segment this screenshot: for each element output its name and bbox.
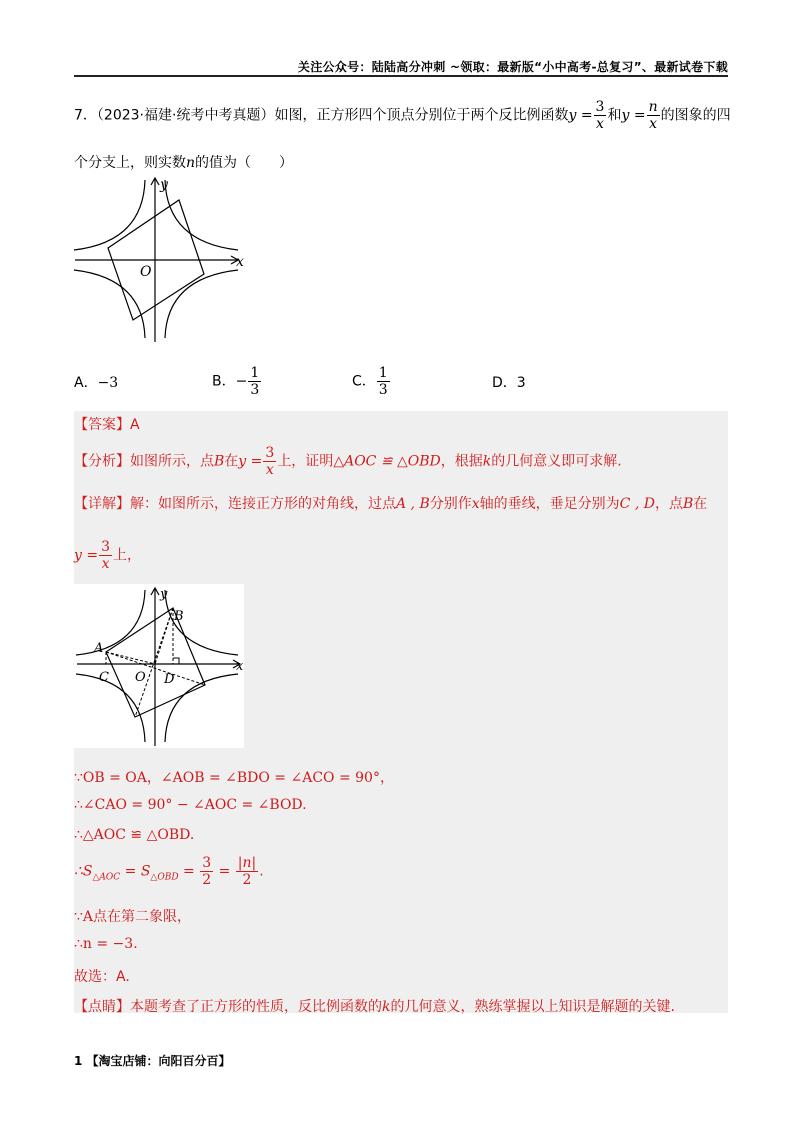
fig2-hyperbola-q2 bbox=[76, 590, 145, 655]
step4-f1-denominator: 2 bbox=[202, 872, 212, 888]
fig2-label-o: O bbox=[135, 670, 146, 685]
detail-text-f: 上， bbox=[113, 547, 142, 564]
option-b[interactable] bbox=[212, 366, 262, 397]
option-a-value: −3 bbox=[97, 375, 119, 391]
analysis-tag: 【分析】 bbox=[74, 453, 130, 470]
fig1-y-label: y bbox=[160, 177, 168, 193]
step-2: ∴∠CAO = 90° − ∠AOC = ∠BOD. bbox=[74, 797, 307, 813]
eq2-fraction bbox=[647, 100, 660, 131]
analysis-k: k bbox=[482, 453, 492, 470]
comment-tag: 【点睛】 bbox=[74, 999, 130, 1015]
analysis-text-c: 上，证明 bbox=[277, 453, 334, 470]
option-d-value: 3 bbox=[516, 375, 526, 391]
segment-oa bbox=[106, 652, 155, 664]
answer-line bbox=[74, 414, 140, 434]
option-c-fraction bbox=[377, 366, 390, 397]
analysis-point-b: B bbox=[214, 453, 225, 470]
step4-f2-denominator: 2 bbox=[242, 872, 252, 888]
analysis-eq-denominator: x bbox=[265, 462, 274, 478]
var-n: n bbox=[186, 155, 196, 171]
fig2-x-label: x bbox=[236, 659, 244, 674]
fig2-label-b: B bbox=[174, 609, 184, 624]
question-number: 7． bbox=[74, 107, 97, 124]
figure-1-graph bbox=[70, 172, 250, 344]
detail-line-2 bbox=[74, 540, 141, 571]
eq1-lhs: y = bbox=[568, 107, 593, 124]
fig1-x-label: x bbox=[236, 254, 244, 270]
question-line-2 bbox=[74, 152, 293, 172]
fig2-y-label: y bbox=[160, 587, 168, 602]
hyperbola-q1 bbox=[165, 180, 238, 250]
comment-line bbox=[74, 996, 675, 1016]
option-b-letter: B． bbox=[212, 373, 236, 390]
step4-end: . bbox=[259, 863, 264, 880]
right-angle-d bbox=[173, 658, 179, 664]
question-text-b: 的图象的四 bbox=[660, 107, 731, 124]
detail-eq-denominator: x bbox=[101, 556, 110, 572]
fig1-origin-label: O bbox=[140, 264, 152, 280]
step4-f1-numerator: 3 bbox=[202, 855, 212, 871]
question-line-1 bbox=[74, 100, 731, 131]
detail-x: x bbox=[471, 496, 480, 512]
hyperbola-q2 bbox=[74, 180, 145, 250]
comment-text-a: 本题考查了正方形的性质，反比例函数的 bbox=[130, 999, 382, 1015]
step-4 bbox=[74, 856, 264, 887]
hyperbola-q3 bbox=[74, 270, 145, 338]
step4-sub2: △OBD bbox=[150, 872, 179, 883]
analysis-congruence: △AOC ≌ △OBD bbox=[333, 453, 441, 470]
option-b-numerator: 1 bbox=[250, 365, 260, 381]
step4-lhs: ∴S bbox=[74, 863, 93, 880]
option-b-fraction bbox=[248, 366, 261, 397]
step4-fraction-1 bbox=[200, 856, 213, 887]
analysis-line bbox=[74, 446, 622, 477]
option-c-letter: C． bbox=[352, 373, 376, 390]
detail-point-b: B bbox=[682, 496, 694, 512]
question-source: （2023·福建·统考中考真题） bbox=[96, 107, 275, 124]
conclusion: 故选：A. bbox=[74, 969, 130, 985]
option-c-numerator: 1 bbox=[378, 365, 388, 381]
analysis-eq-fraction bbox=[263, 446, 276, 477]
step4-eq: = bbox=[178, 863, 200, 880]
comment-k: k bbox=[382, 999, 391, 1015]
eq1-numerator: 3 bbox=[595, 99, 605, 115]
step4-sub1: △AOC bbox=[92, 872, 121, 883]
detail-text-b: 分别作 bbox=[429, 496, 472, 512]
page-footer: 1 【淘宝店铺：向阳百分百】 bbox=[74, 1054, 231, 1068]
detail-text-e: 在 bbox=[693, 496, 708, 512]
analysis-eq-lhs: y = bbox=[238, 453, 263, 470]
question-text-d: 的值为（ ） bbox=[195, 155, 294, 171]
step4-eq2: = bbox=[214, 863, 235, 880]
question-text-a: 如图，正方形四个顶点分别位于两个反比例函数 bbox=[274, 107, 569, 124]
eq1-denominator: x bbox=[596, 116, 604, 132]
fig2-label-a: A bbox=[94, 641, 104, 656]
analysis-text-a: 如图所示，点 bbox=[130, 453, 214, 470]
detail-eq-lhs: y = bbox=[74, 547, 99, 564]
hyperbola-q4 bbox=[165, 270, 238, 338]
option-d[interactable] bbox=[492, 372, 526, 392]
analysis-text-b: 在 bbox=[224, 453, 239, 470]
eq2-numerator: n bbox=[648, 99, 658, 115]
detail-text-c: 轴的垂线，垂足分别为 bbox=[479, 496, 620, 512]
detail-points-ab: A , B bbox=[396, 496, 430, 512]
option-c[interactable] bbox=[352, 366, 391, 397]
detail-tag: 【详解】 bbox=[74, 496, 130, 512]
detail-line-1 bbox=[74, 493, 707, 513]
step-1: ∵OB = OA，∠AOB = ∠BDO = ∠ACO = 90°， bbox=[74, 770, 394, 786]
question-text-c: 个分支上，则实数 bbox=[74, 155, 186, 171]
comment-text-b: 的几何意义，熟练掌握以上知识是解题的关键. bbox=[390, 999, 675, 1015]
analysis-text-d: ，根据 bbox=[440, 453, 483, 470]
option-a[interactable] bbox=[74, 372, 118, 392]
step-6: ∴n = −3. bbox=[74, 936, 138, 952]
option-d-letter: D． bbox=[492, 375, 517, 391]
detail-text-a: 解：如图所示，连接正方形的对角线，过点 bbox=[130, 496, 396, 512]
step4-fraction-2 bbox=[236, 856, 258, 887]
detail-eq-numerator: 3 bbox=[101, 539, 111, 555]
option-a-letter: A． bbox=[74, 375, 98, 391]
figure-2-graph bbox=[74, 584, 244, 748]
page-header: 关注公众号：陆陆高分冲刺 ~领取：最新版“小中高考-总复习”、最新试卷下载 bbox=[297, 60, 728, 74]
option-b-denominator: 3 bbox=[250, 382, 260, 398]
option-b-sign: − bbox=[235, 373, 248, 390]
option-c-denominator: 3 bbox=[378, 382, 388, 398]
eq2-lhs: y = bbox=[621, 107, 646, 124]
answer-tag: 【答案】 bbox=[74, 417, 130, 433]
step4-mid: = S bbox=[120, 863, 151, 880]
analysis-text-e: 的几何意义即可求解. bbox=[491, 453, 622, 470]
detail-text-d: ，点 bbox=[654, 496, 683, 512]
step-5: ∵A点在第二象限， bbox=[74, 909, 192, 925]
fig2-label-d: D bbox=[164, 672, 175, 687]
header-rule bbox=[74, 75, 728, 77]
answer-value: A bbox=[130, 417, 140, 433]
fig2-label-c: C bbox=[99, 670, 109, 685]
detail-points-cd: C , D bbox=[619, 496, 655, 512]
detail-eq-fraction bbox=[99, 540, 112, 571]
step4-f2-numerator: |n| bbox=[237, 855, 257, 871]
question-and: 和 bbox=[607, 107, 622, 124]
step-3: ∴△AOC ≌ △OBD. bbox=[74, 827, 195, 843]
analysis-eq-numerator: 3 bbox=[265, 445, 275, 461]
eq2-denominator: x bbox=[649, 116, 658, 132]
eq1-fraction bbox=[594, 100, 607, 131]
